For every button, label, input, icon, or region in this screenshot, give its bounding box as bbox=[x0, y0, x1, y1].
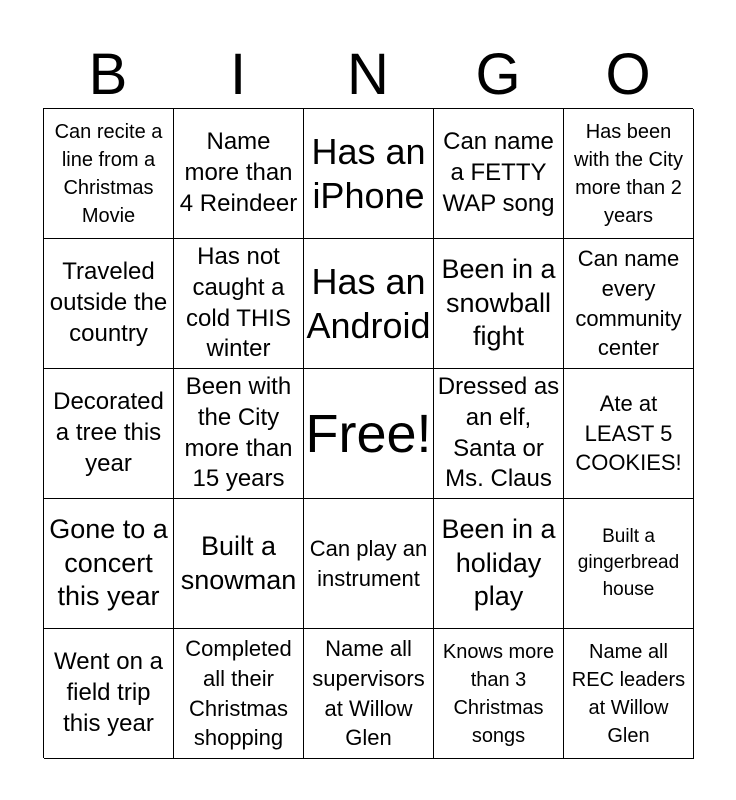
bingo-cell[interactable] bbox=[44, 629, 174, 759]
cell-text: Been in a holiday play bbox=[441, 513, 556, 612]
header-letter-i: I bbox=[229, 42, 247, 107]
bingo-cell[interactable] bbox=[564, 239, 694, 369]
bingo-cell[interactable] bbox=[44, 239, 174, 369]
bingo-cell[interactable] bbox=[434, 239, 564, 369]
header-letter-n: N bbox=[347, 42, 389, 107]
bingo-cell[interactable] bbox=[174, 109, 304, 239]
cell-text: Can name every community center bbox=[575, 246, 682, 361]
bingo-cell[interactable] bbox=[564, 369, 694, 499]
cell-text: Has not caught a cold THIS winter bbox=[186, 243, 291, 363]
cell-text: Built a gingerbread house bbox=[577, 525, 680, 600]
cell-text: Ate at LEAST 5 COOKIES! bbox=[575, 390, 682, 476]
cell-text: Has an iPhone bbox=[311, 131, 426, 216]
cell-text: Decorated a tree this year bbox=[53, 388, 164, 477]
free-space-text: Free! bbox=[305, 403, 432, 464]
cell-text: Been in a snowball fight bbox=[441, 253, 556, 352]
bingo-cell[interactable] bbox=[44, 109, 174, 239]
bingo-cell[interactable] bbox=[304, 499, 434, 629]
cell-text: Dressed as an elf, Santa or Ms. Claus bbox=[437, 373, 560, 493]
cell-text: Can play an instrument bbox=[309, 535, 428, 591]
free-space-cell[interactable] bbox=[304, 369, 434, 499]
cell-text: Built a snowman bbox=[180, 530, 297, 595]
cell-text: Can recite a line from a Christmas Movie bbox=[54, 120, 163, 227]
bingo-cell[interactable] bbox=[564, 629, 694, 759]
bingo-cell[interactable] bbox=[304, 629, 434, 759]
bingo-cell[interactable] bbox=[44, 369, 174, 499]
cell-text: Name all supervisors at Willow Glen bbox=[312, 636, 425, 751]
cell-text: Completed all their Christmas shopping bbox=[185, 636, 292, 751]
bingo-cell[interactable] bbox=[174, 499, 304, 629]
cell-text: Name more than 4 Reindeer bbox=[179, 128, 298, 217]
bingo-cell[interactable] bbox=[174, 369, 304, 499]
header-letter-g: G bbox=[475, 42, 521, 107]
cell-text: Knows more than 3 Christmas songs bbox=[442, 640, 555, 747]
cell-text: Went on a field trip this year bbox=[54, 648, 163, 737]
bingo-cell[interactable] bbox=[434, 109, 564, 239]
bingo-cell[interactable] bbox=[564, 109, 694, 239]
cell-text: Traveled outside the country bbox=[49, 258, 168, 347]
bingo-cell[interactable] bbox=[304, 109, 434, 239]
bingo-cell[interactable] bbox=[434, 369, 564, 499]
cell-text: Name all REC leaders at Willow Glen bbox=[571, 640, 686, 747]
bingo-cell[interactable] bbox=[434, 629, 564, 759]
cell-text: Has been with the City more than 2 years bbox=[574, 120, 683, 227]
bingo-cell[interactable] bbox=[304, 239, 434, 369]
cell-text: Gone to a concert this year bbox=[49, 513, 168, 612]
bingo-cell[interactable] bbox=[174, 239, 304, 369]
cell-text: Has an Android bbox=[306, 261, 431, 346]
bingo-header bbox=[43, 42, 693, 108]
bingo-cell[interactable] bbox=[174, 629, 304, 759]
cell-text: Can name a FETTY WAP song bbox=[442, 128, 555, 217]
bingo-board bbox=[43, 108, 693, 758]
header-letter-o: O bbox=[605, 42, 651, 107]
bingo-cell[interactable] bbox=[434, 499, 564, 629]
bingo-cell[interactable] bbox=[44, 499, 174, 629]
header-letter-b: B bbox=[88, 42, 128, 107]
cell-text: Been with the City more than 15 years bbox=[184, 373, 293, 493]
bingo-cell[interactable] bbox=[564, 499, 694, 629]
